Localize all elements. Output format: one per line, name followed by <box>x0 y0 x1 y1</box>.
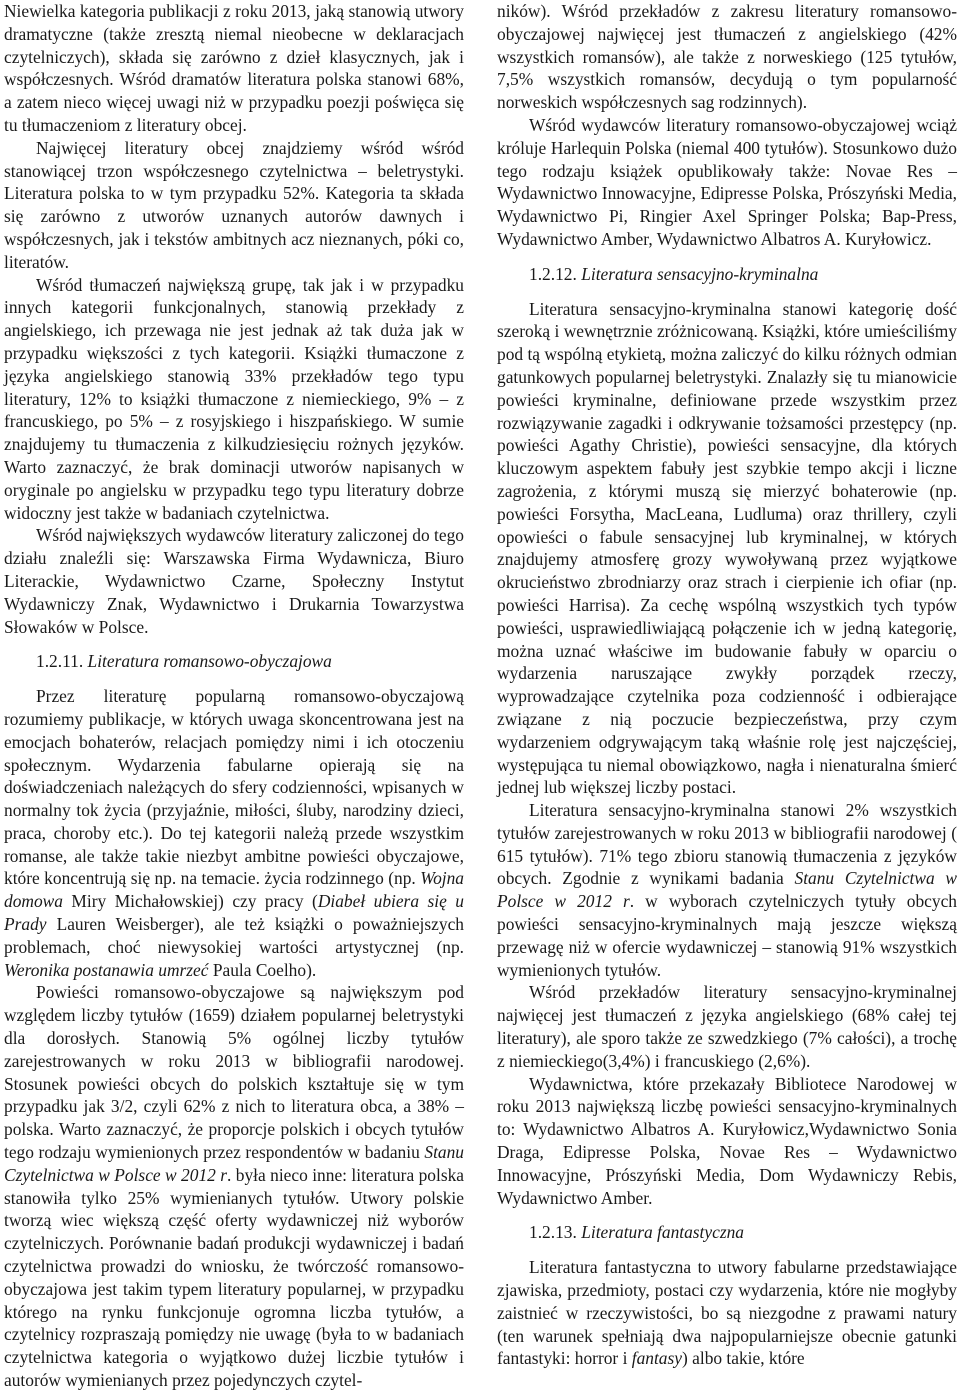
section-heading <box>497 263 957 286</box>
left-column <box>4 0 464 1392</box>
paragraph: Niewielka kategoria publikacji z roku 2013, jaką stanowią utwory dramatyczne (także zresztą niemal nieobecne w deklaracjach czytelniczych), składa się zarówno z dzieł klasycznych, jak i współczesnych. Wśród dramatów literatura polska stanowi 68%, a zatem nieco więcej uwagi niż w przypadku poezji poświęca się tu tłumaczeniom z literatury obcej. <box>4 1 464 135</box>
term: fantasy <box>631 1348 682 1369</box>
paragraph: Przez literaturę popularną romansowo-obyczajową rozumiemy publikacje, w których uwaga skoncentrowana jest na emocjach bohaterów, relacjach pomiędzy nimi i ich otoczeniu społecznym. Wydarzenia fabularne opierają się na doświadczeniach należących do sfery codzienności, wpisanych w normalny tok życia (przyjaźnie, miłości, śluby, narodziny dzieci, praca, choroby etc.). Do tej kategorii należą przede wszystkim romanse, ale także takie niezbyt ambitne powieści obyczajowe, które koncentrują się np. na temacie. życia rodzinnego (np. Wojna domowa Miry Michałowskiej) czy pracy (Diabeł ubiera się u Prady Lauren Weisberger), ale też książki o poważniejszych problemach, choć niewysokiej wartości artystycznej (np. Weronika postanawia umrzeć Paula Coelho). <box>4 686 464 980</box>
right-column <box>497 0 957 1370</box>
section-number: 1.2.11. <box>36 651 84 672</box>
paragraph: Literatura sensacyjno-kryminalna stanowi kategorię dość szeroką i wewnętrznie zróżnicowaną. Książki, które umieściliśmy pod tą wspólną etykietą, można zaliczyć do kilku różnych odmian gatunkowych popularnej beletrystyki. Znalazły się tu mianowicie powieści kryminalne, definiowane przede wszystkim przez rozwiązywanie zagadki i odkrywanie tożsamości przestępcy (np. powieści Agathy Christie), powieści sensacyjne, dla których kluczowym aspektem fabuły jest szybkie tempo akcji i liczne zagrożenia, z którymi muszą się mierzyć bohaterowie (np. powieści Forsytha, MacLeana, Ludluma) oraz thrillery, czyli opowieści o fabule sensacyjnej lub kryminalnej, w których znajdujemy atmosferę grozy wywoływaną przez wyjątkowe okrucieństwo zbrodniarzy oraz strach i cierpienie ich ofiar (np. powieści Harrisa). Za cechę wspólną wszystkich tych typów powieści, usprawiedliwiającą połączenie ich w jedną kategorię, można uznać właściwe im budowanie fabuły w oparciu o wydarzenia naruszające zwykły porządek rzeczy, wyprowadzające czytelnika poza codzienność i odbierające związane z nią poczucie bezpieczeństwa, przy czym wydarzeniem odgrywającym taką właśnie rolę jest najczęściej, występująca tu niemal obowiązkowo, nagła i nienaturalna śmierć jednej lub większej liczby postaci. <box>497 298 957 798</box>
section-title: Literatura romansowo-obyczajowa <box>87 651 332 672</box>
section-heading <box>497 1221 957 1244</box>
paragraph: Najwięcej literatury obcej znajdziemy wśród wśród stanowiącej trzon współczesnego czytelnictwa – beletrystyki. Literatura polska to w tym przypadku 52%. Kategoria ta składa się zarówno z utworów uznanych autorów dawnych i współczesnych, jak i tekstów ambitnych acz nieznanych, póki co, literatów. <box>4 137 464 272</box>
section-title: Literatura sensacyjno-kryminalna <box>581 263 819 284</box>
paragraph: ników). Wśród przekładów z zakresu literatury romansowo-obyczajowej najwięcej jest tłumaczeń z angielskiego (42% wszystkich romansów), ale także z norweskiego (125 tytułów, 7,5% wszystkich romansów, decydują o tym popularność norweskich współczesnych sag rodzinnych). <box>497 1 957 113</box>
section-title: Literatura fantastyczna <box>581 1222 744 1243</box>
section-number: 1.2.13. <box>529 1222 577 1243</box>
book-title: Diabeł ubiera się u Prady <box>4 891 464 935</box>
paragraph: Literatura fantastyczna to utwory fabularne przedstawiające zjawiska, przedmioty, postaci czy wydarzenia, które nie mogłyby zaistnieć w rzeczywistości, bo są niezgodne z prawami natury (ten warunek spełniają dwa najpopularniejsze obecnie gatunki fantastyki: horror i fantasy) albo takie, które <box>497 1257 957 1369</box>
book-title: Weronika postanawia umrzeć <box>4 959 209 980</box>
paragraph: Wśród przekładów literatury sensacyjno-kryminalnej najwięcej jest tłumaczeń z języka angielskiego (68% całej tej literatury), ale sporo także ze szwedzkiego (7% całości), a trochę z niemieckiego(3,4%) i francuskiego (2,6%). <box>497 982 957 1071</box>
paragraph: Wśród tłumaczeń największą grupę, tak jak i w przypadku innych kategorii funkcjonalnych, stanowią przekłady z angielskiego, ich przewaga nie jest jednak aż tak duża jak w przypadku większości z tych kategorii. Książki tłumaczone z języka angielskiego stanowią 33% przekładów tego typu literatury, 12% to książki tłumaczone z niemieckiego, 9% – z francuskiego, po 5% – z rosyjskiego i hiszpańskiego. W sumie znajdujemy tu tłumaczenia z kilkudziesięciu rożnych języków. Warto zaznaczyć, że brak dominacji utworów napisanych w oryginale po angielsku w przypadku tego typu literatury dobrze widoczny jest także w badaniach czytelnictwa. <box>4 274 464 523</box>
paragraph: Wśród największych wydawców literatury zaliczonej do tego działu znaleźli się: Warszawska Firma Wydawnicza, Biuro Literackie, Wydawnictwo Czarne, Społeczny Instytut Wydawniczy Znak, Wydawnictwo i Drukarnia Towarzystwa Słowaków w Polsce. <box>4 525 464 637</box>
report-title: Stanu Czytelnictwa w Polsce w 2012 r <box>4 1142 464 1185</box>
section-number: 1.2.12. <box>529 263 577 284</box>
book-title: Wojna domowa <box>4 868 464 912</box>
paragraph: Wśród wydawców literatury romansowo-obyczajowej wciąż króluje Harlequin Polska (niemal 400 tytułów). Stosunkowo dużo tego rodzaju książek opublikowały także: Novae Res – Wydawnictwo Innowacyjne, Edipresse Polska, Prószyński Media, Wydawnictwo Pi, Ringier Axel Springer Polska; Bap-Press, Wydawnictwo Amber, Wydawnictwo Albatros A. Kuryłowicz. <box>497 114 957 249</box>
section-heading <box>4 650 464 673</box>
report-title: Stanu Czytelnictwa w Polsce w 2012 r <box>497 868 958 912</box>
paragraph: Wydawnictwa, które przekazały Bibliotece Narodowej w roku 2013 największą liczbę powieści sensacyjno-kryminalnych to: Wydawnictwo Albatros A. Kuryłowicz,Wydawnictwo Sonia Draga, Edipresse Polska, Novae Res – Wydawnictwo Innowacyjne, Prószyński Media, Dom Wydawniczy Rebis, Wydawnictwo Amber. <box>497 1073 957 1208</box>
paragraph: Literatura sensacyjno-kryminalna stanowi 2% wszystkich tytułów zarejestrowanych w roku 2013 w bibliografii narodowej ( 615 tytułów). 71% tego zbioru stanowią tłumaczenia z języków obcych. Zgodnie z wynikami badania Stanu Czytelnictwa w Polsce w 2012 r. w wyborach czytelniczych tytuły obcych powieści sensacyjno-kryminalnych mają jeszcze większą przewagę niż w ofercie wydawniczej – stanowią 91% wszystkich wymienionych tytułów. <box>497 800 958 980</box>
paragraph: Powieści romansowo-obyczajowe są największym pod względem liczby tytułów (1659) działem popularnej beletrystyki dla dorosłych. Stanowią 5% ogólnej liczby tytułów zarejestrowanych w roku 2013 w bibliografii narodowej. Stosunek powieści obcych do polskich kształtuje się w tym przypadku jak 3/2, czyli 62% z nich to literatura obca, a 38% – polska. Warto zaznaczyć, że proporcje polskich i obcych tytułów tego rodzaju wymienionych przez respondentów w badaniu Stanu Czytelnictwa w Polsce w 2012 r. była nieco inne: literatura polska stanowiła tylko 25% wymienianych tytułów. Utwory polskie tworzą wiec większą część oferty wydawniczej niż wyborów czytelniczych. Porównanie badań produkcji wydawniczej i badań czytelnictwa prowadzi do wniosku, że twórczość romansowo-obyczajowa jest takim typem literatury popularnej, w przypadku którego na rynku funkcjonuje ogromna liczba tytułów, a czytelnicy rozpraszają pomiędzy nie uwagę (była to w badaniach czytelnictwa kategoria o wyjątkowo dużej liczbie tytułów i autorów wymienianych przez pojedynczych czytel- <box>4 982 464 1391</box>
